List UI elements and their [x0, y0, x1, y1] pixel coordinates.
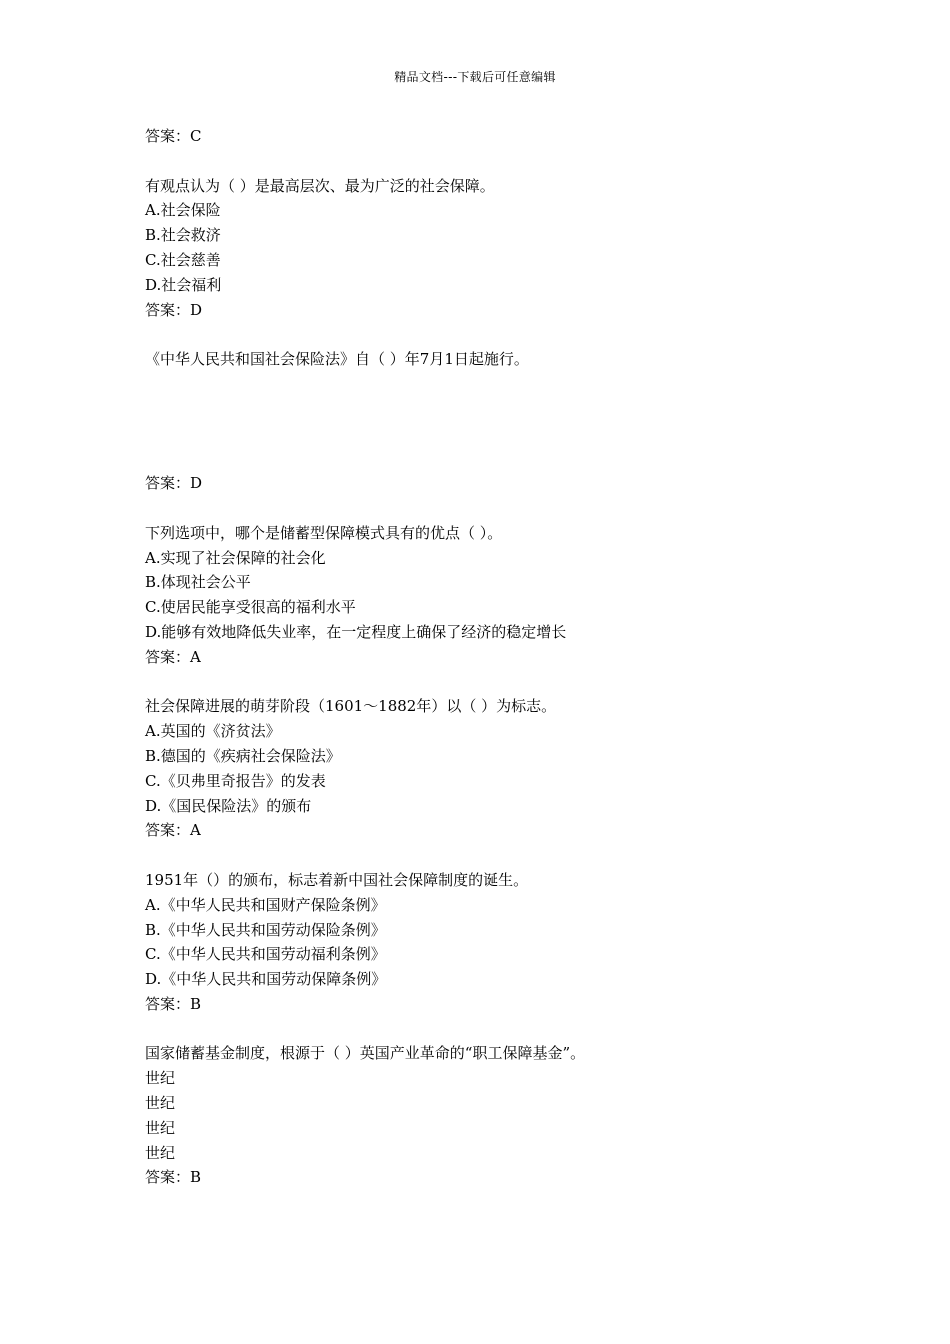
previous-answer: 答案：C	[145, 127, 202, 145]
question-block	[145, 174, 845, 323]
option-a: A.英国的《济贫法》	[145, 722, 281, 741]
option-d: D.社会福利	[145, 275, 222, 294]
option-a: A.《中华人民共和国财产保险条例》	[145, 895, 386, 914]
blank-options-area	[145, 372, 845, 471]
question-stem: 国家储蓄基金制度，根源于（ ）英国产业革命的“职工保障基金”。	[145, 1044, 586, 1063]
option-b: B.社会救济	[145, 226, 221, 245]
question-stem: 下列选项中，哪个是储蓄型保障模式具有的优点（ ）。	[145, 523, 503, 542]
question-stem: 《中华人民共和国社会保险法》自（ ）年7月1日起施行。	[145, 350, 529, 369]
option-c: C.使居民能享受很高的福利水平	[145, 598, 356, 617]
question-block	[145, 521, 845, 670]
option-c: C.《贝弗里奇报告》的发表	[145, 771, 326, 790]
question-block	[145, 868, 845, 1017]
answer: 答案：B	[145, 994, 202, 1013]
option-d: D.《国民保险法》的颁布	[145, 796, 312, 815]
answer: 答案：D	[145, 474, 203, 493]
option-d: 世纪	[145, 1143, 176, 1162]
answer: 答案：D	[145, 300, 203, 319]
option-a: 世纪	[145, 1069, 176, 1088]
option-b: B.体现社会公平	[145, 573, 251, 592]
option-c: C.《中华人民共和国劳动福利条例》	[145, 945, 386, 964]
answer: 答案：B	[145, 1168, 202, 1187]
page-header: 精品文档---下载后可任意编辑	[394, 70, 556, 84]
question-stem: 社会保障进展的萌芽阶段（1601～1882年）以（ ）为标志。	[145, 697, 557, 716]
question-block	[145, 347, 845, 496]
question-block	[145, 694, 845, 843]
option-b: 世纪	[145, 1094, 176, 1113]
option-c: 世纪	[145, 1118, 176, 1137]
question-stem: 有观点认为（ ）是最高层次、最为广泛的社会保障。	[145, 176, 495, 195]
option-c: C.社会慈善	[145, 250, 221, 269]
answer: 答案：A	[145, 821, 201, 840]
option-b: B.德国的《疾病社会保险法》	[145, 746, 341, 765]
option-d: D.能够有效地降低失业率，在一定程度上确保了经济的稳定增长	[145, 622, 567, 641]
answer: 答案：A	[145, 647, 201, 666]
option-a: A.社会保险	[145, 201, 221, 220]
question-stem: 1951年（）的颁布，标志着新中国社会保障制度的诞生。	[145, 870, 529, 889]
option-b: B.《中华人民共和国劳动保险条例》	[145, 920, 386, 939]
option-d: D.《中华人民共和国劳动保障条例》	[145, 970, 387, 989]
document-body	[145, 124, 845, 1190]
question-block	[145, 1041, 845, 1190]
option-a: A.实现了社会保障的社会化	[145, 548, 326, 567]
